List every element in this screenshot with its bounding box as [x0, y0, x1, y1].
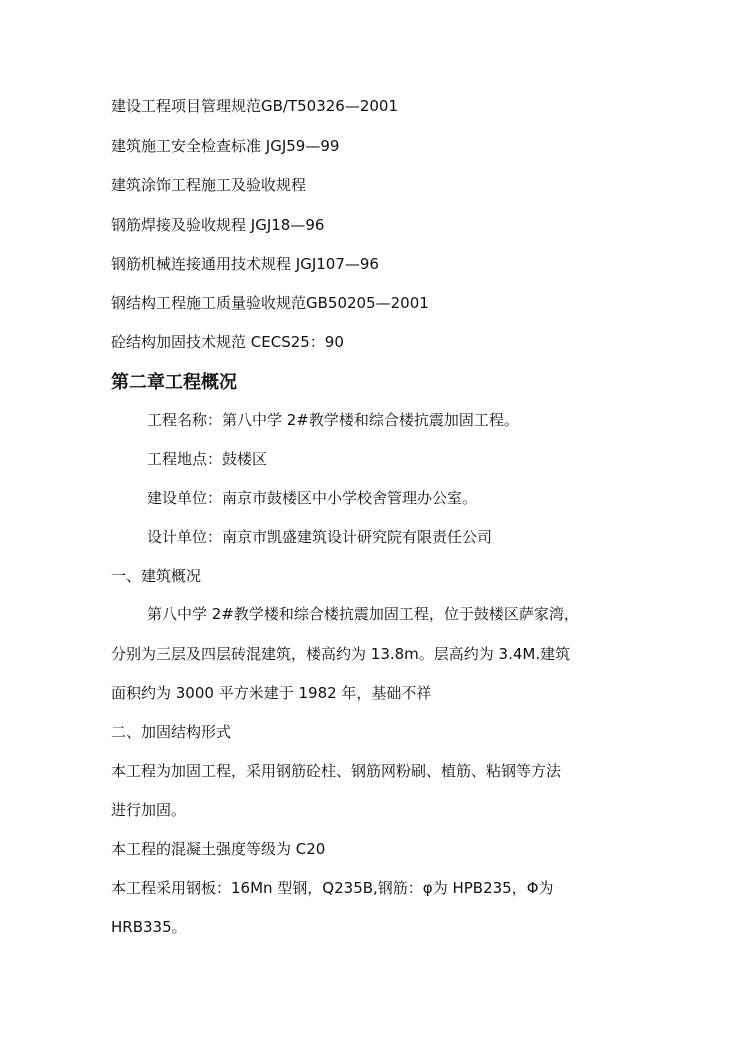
paragraph-line: 本工程采用钢板：16Mn 型钢，Q235B,钢筋：φ为 HPB235，Φ为 — [111, 879, 554, 897]
paragraph-line: 进行加固。 — [111, 801, 187, 819]
paragraph-line: 第八中学 2#教学楼和综合楼抗震加固工程，位于鼓楼区萨家湾， — [147, 605, 579, 623]
paragraph-line: 本工程为加固工程，采用钢筋砼柱、钢筋网粉刷、植筋、粘钢等方法 — [111, 762, 562, 780]
section-heading: 二、加固结构形式 — [111, 723, 232, 741]
section-heading: 一、建筑概况 — [111, 567, 202, 585]
project-info-line: 工程名称：第八中学 2#教学楼和综合楼抗震加固工程。 — [147, 411, 519, 429]
project-info-line: 工程地点：鼓楼区 — [147, 450, 268, 468]
project-info-line: 建设单位：南京市鼓楼区中小学校舍管理办公室。 — [147, 489, 478, 507]
paragraph-line: 分别为三层及四层砖混建筑，楼高约为 13.8m。层高约为 3.4M.建筑 — [111, 645, 571, 663]
paragraph-line: 面积约为 3000 平方米建于 1982 年，基础不祥 — [111, 684, 432, 702]
standard-line: 钢结构工程施工质量验收规范GB50205—2001 — [111, 294, 429, 312]
standard-line: 钢筋焊接及验收规程 JGJ18—96 — [111, 216, 325, 234]
paragraph-line: HRB335。 — [111, 918, 187, 936]
standard-line: 建筑涂饰工程施工及验收规程 — [111, 176, 307, 194]
standard-line: 建设工程项目管理规范GB/T50326—2001 — [111, 97, 399, 115]
paragraph-line: 本工程的混凝土强度等级为 C20 — [111, 840, 326, 858]
standard-line: 钢筋机械连接通用技术规程 JGJ107—96 — [111, 255, 379, 273]
standard-line: 建筑施工安全检查标准 JGJ59—99 — [111, 137, 340, 155]
standard-line: 砼结构加固技术规范 CECS25：90 — [111, 333, 344, 351]
chapter-title: 第二章工程概况 — [111, 372, 237, 393]
project-info-line: 设计单位：南京市凯盛建筑设计研究院有限责任公司 — [147, 528, 493, 546]
